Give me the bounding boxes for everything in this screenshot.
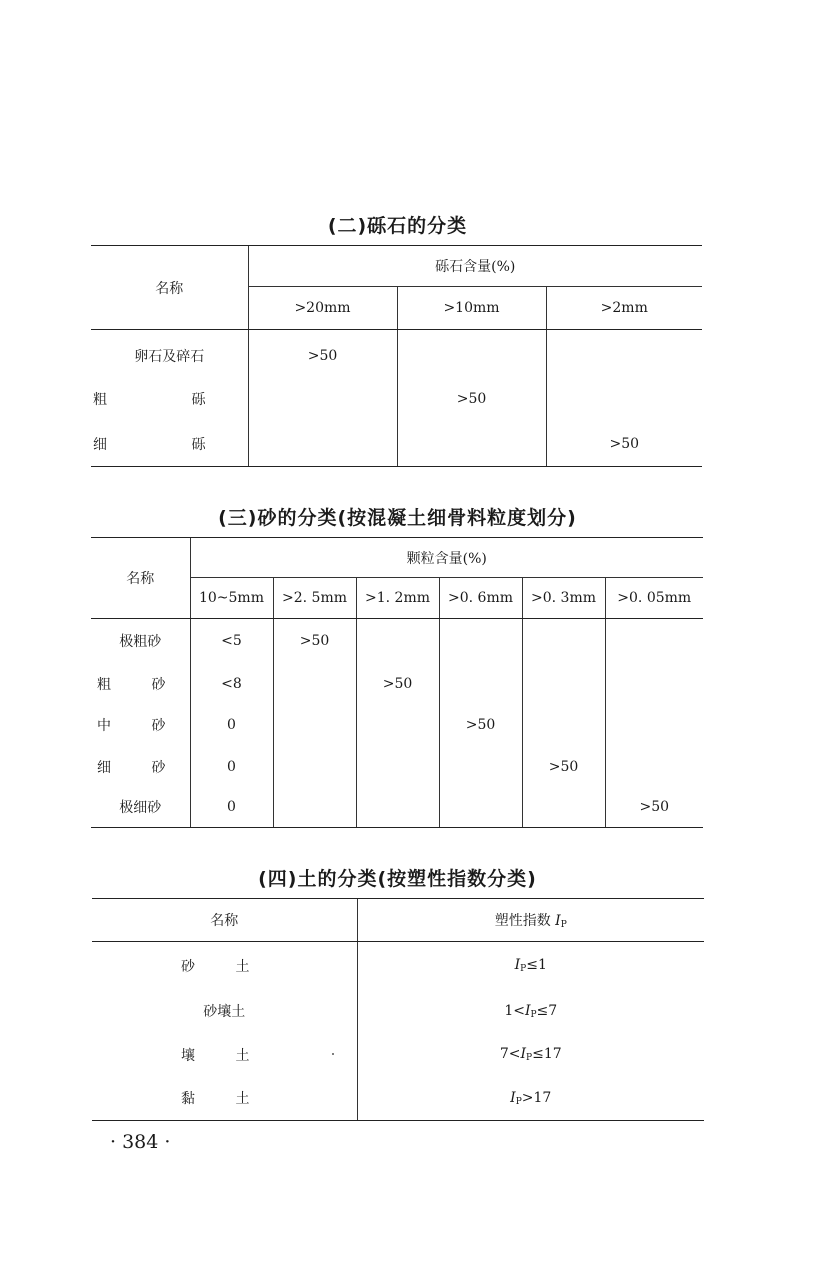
soil-table xyxy=(92,898,704,1121)
table-row xyxy=(91,619,703,664)
gravel-content-header: 砾石含量(%) xyxy=(248,246,702,287)
sand-cell: <5 xyxy=(190,619,273,664)
sand-content-header: 颗粒含量(%) xyxy=(190,538,703,578)
sand-cell xyxy=(522,705,605,746)
sand-table-title: (三)砂的分类(按混凝土细骨料粒度划分) xyxy=(218,507,577,529)
sand-cell xyxy=(356,705,439,746)
sand-row-name: 细 砂 xyxy=(97,759,184,776)
gravel-row-name: 卵石及碎石 xyxy=(134,349,205,366)
sand-cell xyxy=(273,705,356,746)
sand-size-header: >0. 3mm xyxy=(522,578,605,619)
sand-size-header: >1. 2mm xyxy=(356,578,439,619)
gravel-cell: >50 xyxy=(248,330,397,377)
sand-cell xyxy=(522,619,605,664)
sand-row-name: 极粗砂 xyxy=(119,634,162,651)
gravel-name-header: 名称 xyxy=(91,246,248,330)
sand-cell xyxy=(605,619,703,664)
gravel-row-name: 细 砾 xyxy=(93,436,246,453)
sand-cell xyxy=(273,664,356,705)
sand-cell xyxy=(356,788,439,828)
table-row xyxy=(92,942,704,990)
sand-cell: <8 xyxy=(190,664,273,705)
gravel-cell xyxy=(248,377,397,422)
sand-size-header: >2. 5mm xyxy=(273,578,356,619)
page-number: · 384 · xyxy=(110,1131,171,1153)
gravel-cell xyxy=(397,422,546,467)
table-row xyxy=(91,330,702,377)
gravel-cell xyxy=(248,422,397,467)
sand-cell: >50 xyxy=(273,619,356,664)
sand-cell xyxy=(522,664,605,705)
soil-row-name: 黏 土 xyxy=(181,1091,268,1108)
gravel-cell: >50 xyxy=(546,422,702,467)
speck-mark xyxy=(332,1053,334,1055)
sand-cell: >50 xyxy=(439,705,522,746)
soil-cell: $I_P>17$ xyxy=(357,1077,704,1121)
sand-cell xyxy=(439,664,522,705)
gravel-size-header: >10mm xyxy=(397,287,546,330)
table-row xyxy=(91,664,703,705)
sand-row-name: 粗 砂 xyxy=(97,677,184,693)
table-row xyxy=(91,422,702,467)
soil-row-name: 壤 土 xyxy=(181,1047,268,1064)
gravel-cell xyxy=(546,330,702,377)
sand-table xyxy=(91,537,703,828)
gravel-row-name: 粗 砾 xyxy=(93,392,246,408)
table-row xyxy=(92,1077,704,1121)
table-row xyxy=(92,1033,704,1077)
soil-name-header: 名称 xyxy=(92,899,357,942)
sand-size-header: >0. 6mm xyxy=(439,578,522,619)
sand-cell xyxy=(273,788,356,828)
sand-cell xyxy=(439,619,522,664)
sand-cell: 0 xyxy=(190,788,273,828)
table-row xyxy=(91,746,703,788)
ip-subscript: P xyxy=(560,920,567,930)
gravel-size-header: >20mm xyxy=(248,287,397,330)
sand-cell xyxy=(605,705,703,746)
sand-size-header: >0. 05mm xyxy=(605,578,703,619)
sand-cell xyxy=(605,664,703,705)
soil-index-header xyxy=(357,899,704,942)
gravel-cell xyxy=(546,377,702,422)
gravel-cell xyxy=(397,330,546,377)
sand-size-header: 10~5mm xyxy=(190,578,273,619)
table-row xyxy=(91,705,703,746)
sand-cell: >50 xyxy=(356,664,439,705)
sand-cell xyxy=(273,746,356,788)
sand-row-name: 极细砂 xyxy=(91,788,190,828)
sand-cell xyxy=(522,788,605,828)
gravel-size-header: >2mm xyxy=(546,287,702,330)
soil-row-name: 砂 土 xyxy=(181,958,268,975)
gravel-table xyxy=(91,245,702,467)
soil-cell: $I_P\le 1$ xyxy=(357,942,704,990)
soil-table-title: (四)土的分类(按塑性指数分类) xyxy=(258,868,537,890)
sand-cell xyxy=(356,619,439,664)
gravel-cell: >50 xyxy=(397,377,546,422)
table-row xyxy=(92,990,704,1033)
soil-index-label: 塑性指数 xyxy=(494,913,551,929)
gravel-table-title: (二)砾石的分类 xyxy=(327,215,468,237)
soil-cell: $1<I_P\le 7$ xyxy=(357,990,704,1033)
sand-cell: >50 xyxy=(605,788,703,828)
sand-cell xyxy=(439,746,522,788)
soil-cell: $7<I_P\le 17$ xyxy=(357,1033,704,1077)
sand-cell xyxy=(439,788,522,828)
sand-name-header: 名称 xyxy=(91,538,190,619)
ip-symbol: I xyxy=(555,913,561,929)
sand-cell xyxy=(356,746,439,788)
soil-row-name: 砂壤土 xyxy=(203,1004,246,1020)
sand-row-name: 中 砂 xyxy=(97,718,184,734)
table-row xyxy=(91,788,703,828)
sand-cell: 0 xyxy=(190,705,273,746)
sand-cell: 0 xyxy=(190,746,273,788)
sand-cell: >50 xyxy=(522,746,605,788)
table-row xyxy=(91,377,702,422)
sand-cell xyxy=(605,746,703,788)
